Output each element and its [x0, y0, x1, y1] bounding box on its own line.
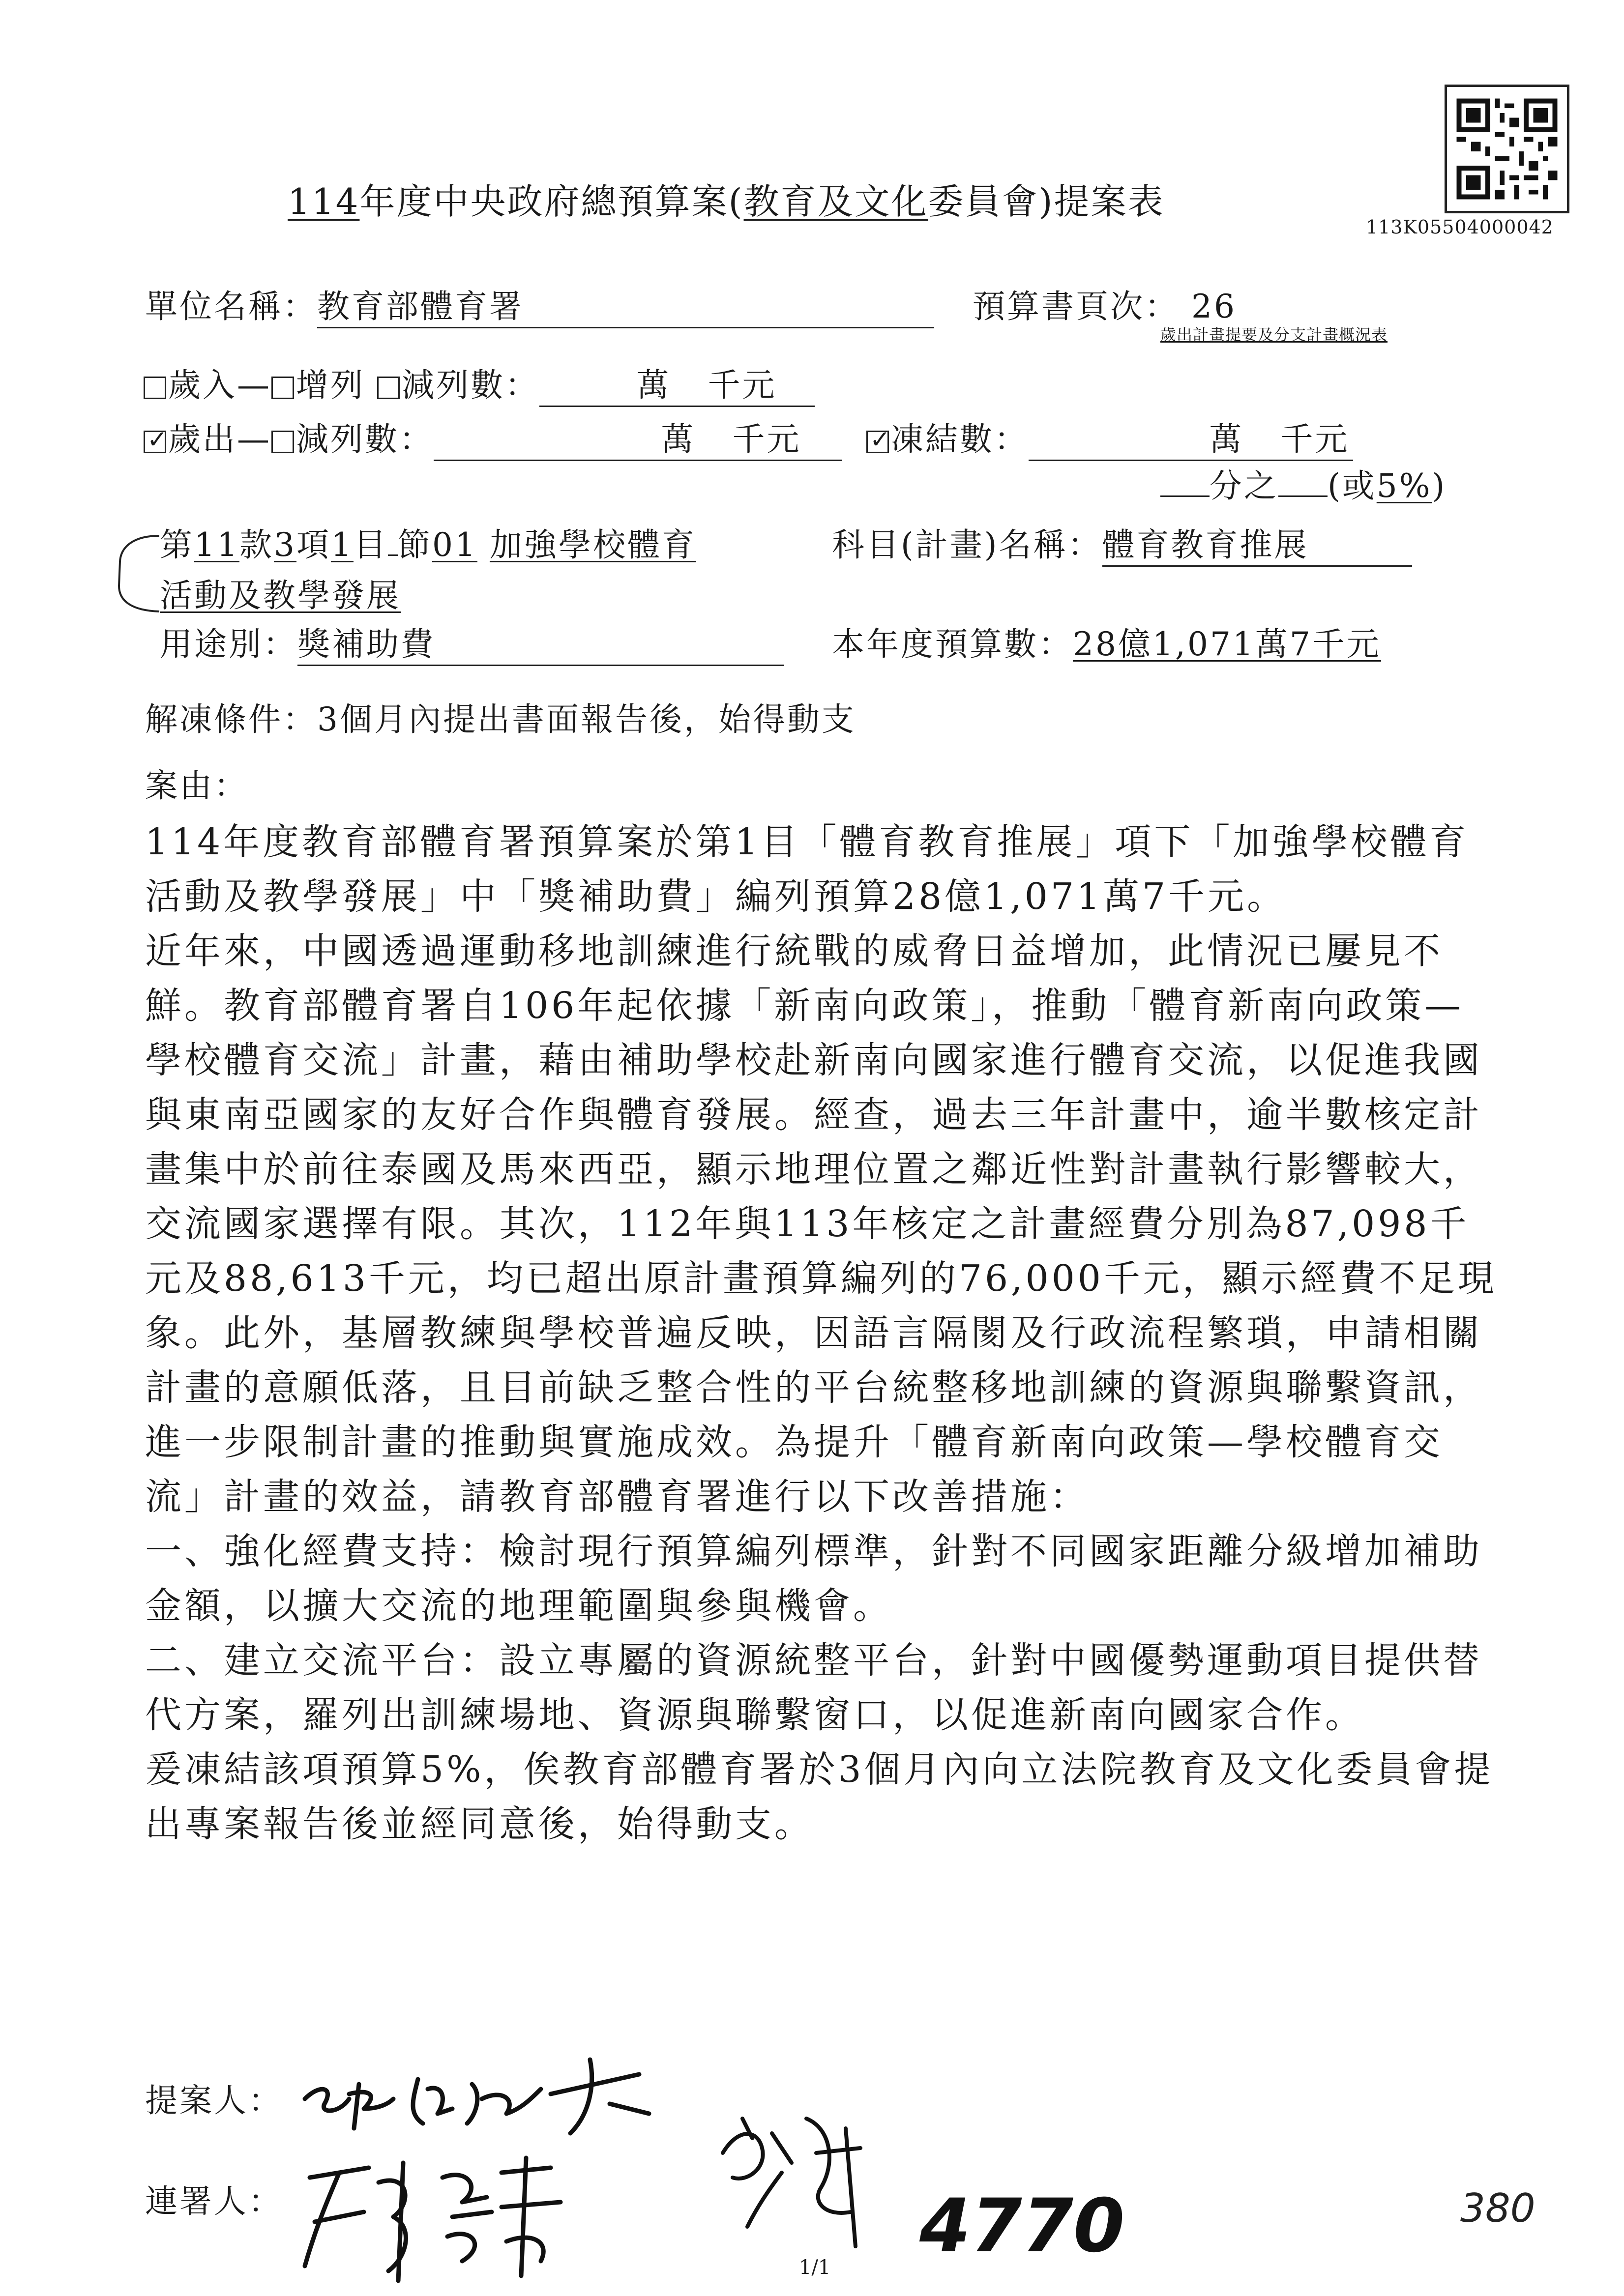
revenue-label: 歲入—	[168, 366, 271, 404]
freeze-qian: 千元	[1280, 420, 1350, 458]
expense-label: 歲出—	[168, 420, 271, 458]
unfreeze-condition: 解凍條件：3個月內提出書面報告後，始得動支	[145, 700, 856, 738]
paragraph: 爰凍結該項預算5%，俟教育部體育署於3個月內向立法院教育及文化委員會提出專案報告後並經同意後，始得動支。	[145, 1748, 1494, 1845]
svg-text:380: 380	[1460, 2185, 1535, 2231]
title-year: 114	[288, 181, 360, 222]
usage-row	[160, 618, 784, 666]
section-row: 第11款3項1目 節01 加強學校體育	[160, 526, 696, 564]
budget-amount-row	[832, 618, 1381, 665]
budget-amount-value: 28億1,071萬7千元	[1073, 625, 1381, 663]
paragraph: 近年來，中國透過運動移地訓練進行統戰的威脅日益增加，此情況已屢見不鮮。教育部體育署自106年起依據「新南向政策」，推動「體育新南向政策—學校體育交流」計畫，藉由補助學校赴新南向國家進行體育交流，以促進我國與東南亞國家的友好合作與體育發展。經查，過去三年計畫中，逾半數核定計畫集中於前往泰國及馬來西亞，顯示地理位置之鄰近性對計畫執行影響較大，交流國家選擇有限。其次，112年與113年核定之計畫經費分別為87,098千元及88,613千元，均已超出原計畫預算編列的76,000千元，顯示經費不足現象。此外，基層教練與學校普遍反映，因語言隔閡及行政流程繁瑣，申請相關計畫的意願低落，且目前缺乏整合性的平台統整移地訓練的資源與聯繫資訊，進一步限制計畫的推動與實施成效。為提升「體育新南向政策—學校體育交流」計畫的效益，請教育部體育署進行以下改善措施：	[145, 930, 1497, 1518]
freeze-wan: 萬	[1209, 420, 1244, 458]
budget-page-note: 歲出計畫提要及分支計畫概況表	[1160, 325, 1388, 344]
cosigner-signature-1	[295, 2143, 639, 2286]
cosigner-label: 連署人：	[145, 2182, 283, 2220]
revenue-qian: 千元	[708, 366, 777, 404]
expense-amount-blank	[434, 413, 842, 461]
freeze-label: 凍結數：	[890, 420, 1029, 458]
usage-label: 用途別：	[160, 625, 297, 663]
budget-amount-label: 本年度預算數：	[832, 625, 1073, 663]
expense-checkbox[interactable]	[144, 431, 166, 453]
proposer-label: 提案人：	[145, 2082, 283, 2120]
qr-code	[1445, 85, 1569, 213]
section-name-1: 加強學校體育	[489, 526, 696, 564]
handwritten-number	[915, 2182, 1125, 2269]
revenue-wan: 萬	[636, 366, 671, 404]
section-kuan: 11	[194, 526, 239, 564]
revenue-decrease-label: 減列數：	[401, 366, 539, 404]
budget-page-row	[973, 280, 1237, 327]
corner-number	[1455, 2182, 1544, 2237]
section-brace	[114, 532, 161, 615]
revenue-decrease-checkbox[interactable]	[377, 377, 400, 399]
page-number: 1/1	[799, 2256, 831, 2279]
reason-label: 案由：	[145, 767, 248, 805]
expense-row	[144, 413, 1353, 461]
usage-value: 獎補助費	[297, 618, 784, 666]
cosigner-signature-2	[708, 2099, 885, 2256]
reason-body	[145, 815, 1502, 1852]
fraction-mid: 分之	[1210, 467, 1278, 505]
freeze-checkbox[interactable]	[866, 431, 889, 453]
paragraph: 114年度教育部體育署預算案於第1目「體育教育推展」項下「加強學校體育活動及教學發展」中「獎補助費」編列預算28億1,071萬7千元。	[145, 821, 1469, 918]
subject-row	[832, 519, 1412, 567]
revenue-amount-blank	[539, 359, 815, 407]
revenue-checkbox[interactable]	[144, 377, 166, 399]
svg-text:4770: 4770	[919, 2183, 1125, 2269]
paragraph: 一、強化經費支持：檢討現行預算編列標準，針對不同國家距離分級增加補助金額，以擴大交流的地理範圍與參與機會。	[145, 1530, 1482, 1627]
title-part1: 年度中央政府總預算案(	[359, 181, 744, 222]
page-title	[288, 173, 1165, 224]
fraction-close: )	[1432, 467, 1447, 505]
title-part2: 委員會)提案表	[928, 181, 1165, 222]
expense-decrease-label: 減列數：	[296, 420, 434, 458]
document-id: 113K05504000042	[1366, 216, 1554, 238]
expense-qian: 千元	[732, 420, 801, 458]
unit-value: 教育部體育署	[317, 280, 934, 328]
unit-label: 單位名稱：	[145, 288, 317, 325]
subject-value: 體育教育推展	[1102, 519, 1412, 567]
budget-page-label: 預算書頁次：	[973, 288, 1179, 325]
title-committee: 教育及文化	[743, 181, 928, 222]
section-xiang: 3	[273, 526, 296, 564]
freeze-amount-blank	[1029, 413, 1353, 461]
section-jie: 01	[432, 526, 477, 564]
budget-page-value: 26	[1191, 288, 1237, 325]
freeze-percent: 5%	[1376, 467, 1432, 505]
revenue-increase-checkbox[interactable]	[271, 377, 294, 399]
expense-wan: 萬	[661, 420, 696, 458]
revenue-increase-label: 增列	[296, 366, 365, 404]
expense-decrease-checkbox[interactable]	[271, 431, 294, 453]
subject-label: 科目(計畫)名稱：	[832, 526, 1102, 564]
section-name-2: 活動及教學發展	[160, 577, 401, 614]
fraction-open: (或	[1328, 467, 1377, 505]
fraction-row	[1160, 460, 1447, 506]
unit-row	[145, 280, 934, 328]
paragraph: 二、建立交流平台：設立專屬的資源統整平台，針對中國優勢運動項目提供替代方案，羅列出訓練場地、資源與聯繫窗口，以促進新南向國家合作。	[145, 1639, 1482, 1736]
proposer-signature	[295, 2040, 669, 2138]
section-mu: 1	[330, 526, 354, 564]
revenue-row	[144, 359, 815, 407]
